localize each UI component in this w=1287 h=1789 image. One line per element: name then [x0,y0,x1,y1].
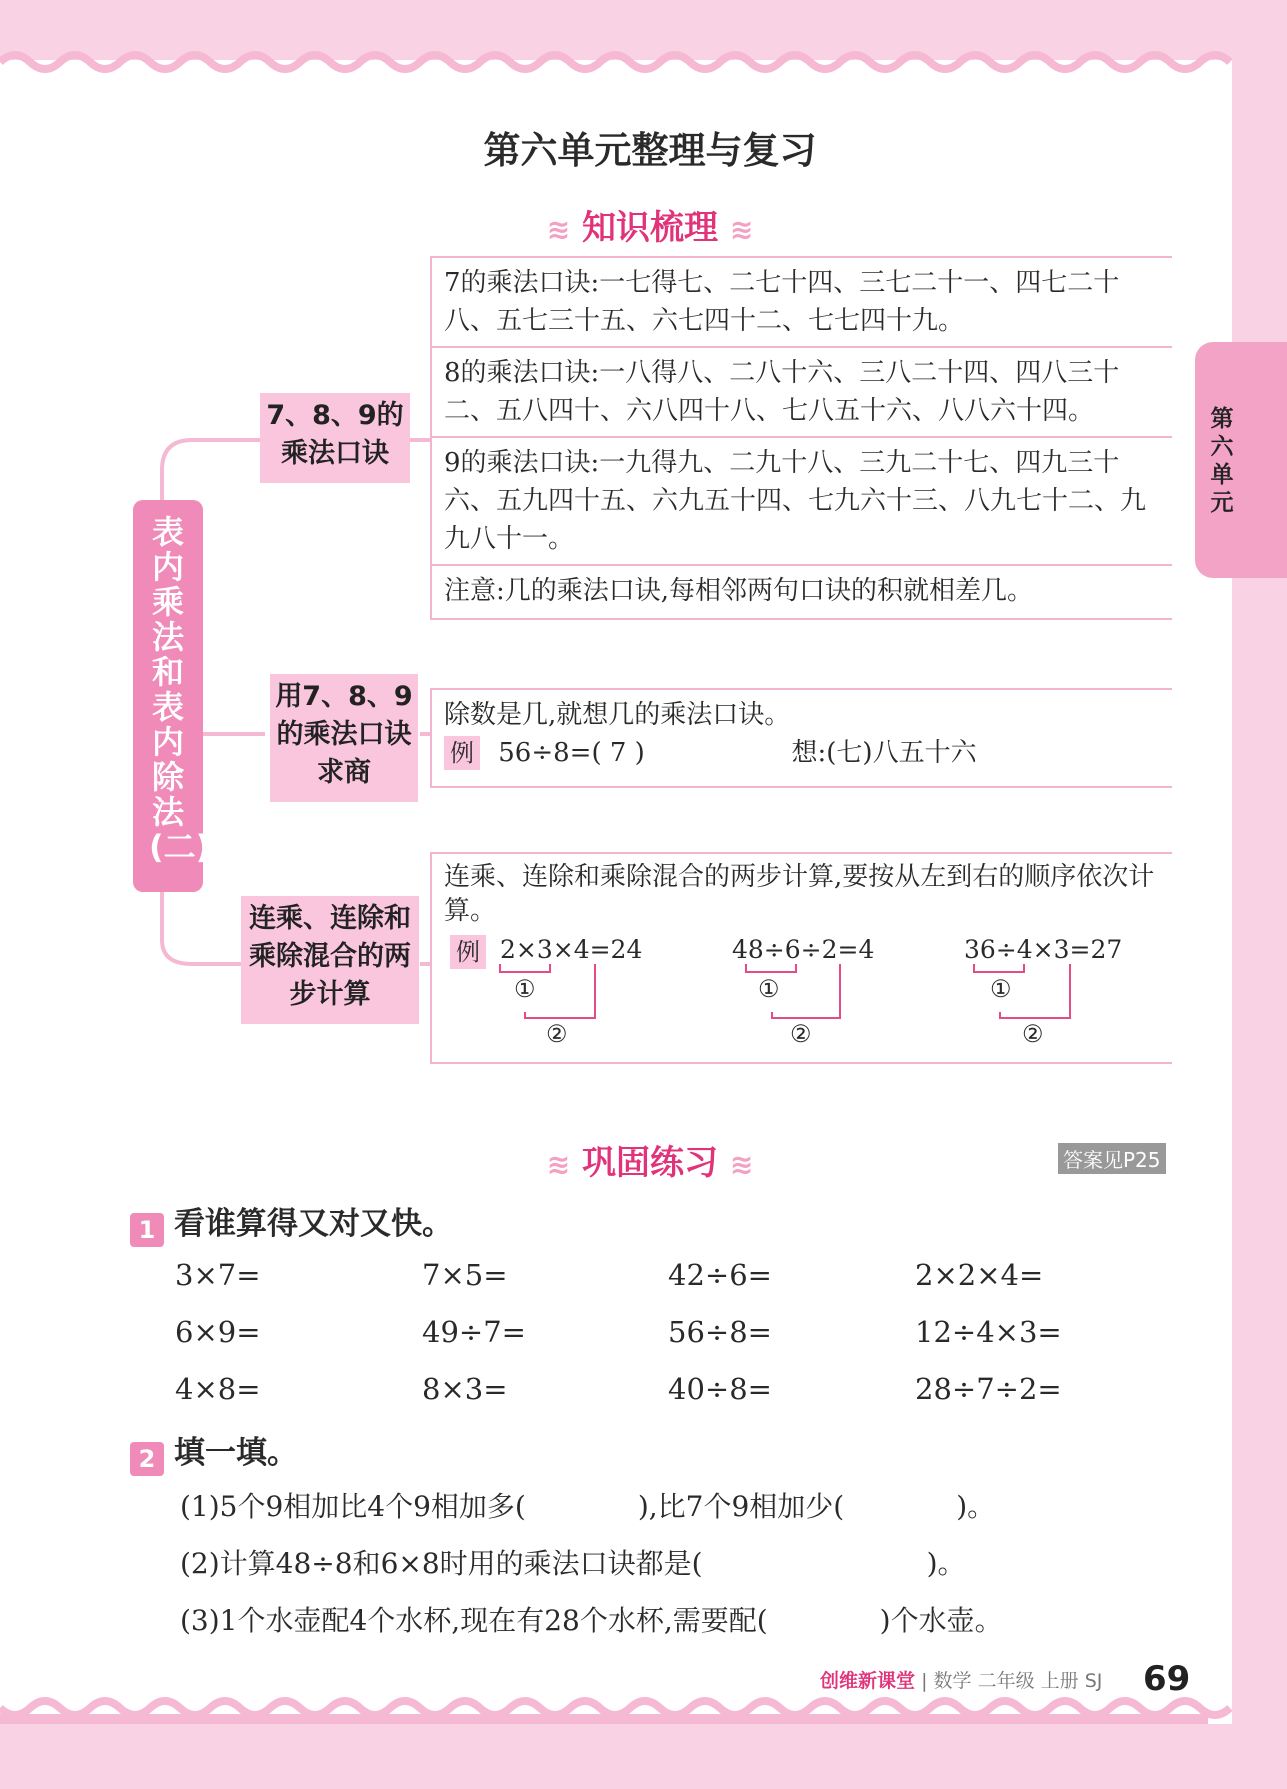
two-step-example-3: 36÷4×3=27 [964,935,1123,964]
division-think: 想:(七)八五十六 [791,738,977,768]
calc-cell: 12÷4×3= [915,1315,1062,1349]
root-topic-label: 表内乘法和表内除法(二) [149,513,211,866]
rule-9-table: 9的乘法口诀:一九得九、二九十八、三九二十七、四九三十六、五九四十五、六九五十四、七九六十三、八九七十二、九九八十一。 [432,436,1172,564]
wave-decoration-icon: ≋ [546,213,571,246]
branch-two-step-calc: 连乘、连除和乘除混合的两步计算 [241,896,419,1024]
fill-item-1: (1)5个9相加比4个9相加多( ),比7个9相加少( )。 [180,1490,996,1523]
calc-cell: 42÷6= [668,1258,772,1292]
section-practice-header [500,1135,800,1184]
step-2-marker: ② [546,1020,568,1048]
wave-decoration-icon: ≋ [729,1148,754,1181]
footer-subject: 数学 [933,1670,972,1692]
question-2-title: 填一填。 [174,1435,298,1471]
page-footer [820,1666,1102,1693]
step-1-marker: ① [514,975,536,1003]
section-knowledge-title: 知识梳理 [582,208,718,248]
footer-divider: | [921,1670,928,1692]
footer-brand: 创维新课堂 [820,1670,916,1692]
section-knowledge-header [500,200,800,249]
step-1-marker: ① [990,975,1012,1003]
calc-cell: 56÷8= [668,1315,772,1349]
footer-volume: 上册 [1040,1670,1079,1692]
rule-note: 注意:几的乘法口诀,每相邻两句口诀的积就相差几。 [432,564,1172,616]
two-step-rule: 连乘、连除和乘除混合的两步计算,要按从左到右的顺序依次计算。 [444,862,1155,926]
two-step-example-1: 2×3×4=24 [500,935,643,964]
step-1-marker: ① [758,975,780,1003]
calc-cell: 28÷7÷2= [915,1372,1062,1406]
division-rule: 除数是几,就想几的乘法口诀。 [444,700,791,730]
calc-cell: 3×7= [175,1258,261,1292]
section-practice-title: 巩固练习 [582,1143,718,1183]
top-wavy-border [0,44,1240,74]
rule-7-table: 7的乘法口诀:一七得七、二七十四、三七二十一、四七二十八、五七三十五、六七四十二、七七四十九。 [444,268,1120,336]
branch-division-quotient: 用7、8、9的乘法口诀求商 [270,674,418,802]
question-number-badge: 1 [130,1213,164,1247]
branch-2-content-box [430,688,1172,788]
footer-edition: SJ [1084,1670,1103,1692]
unit-side-tab-label: 第六单元 [1210,406,1234,516]
calc-cell: 4×8= [175,1372,261,1406]
footer-grade: 二年级 [977,1670,1035,1692]
division-example: 56÷8=( 7 ) [498,738,645,768]
branch-1-content-box [430,256,1172,620]
step-2-marker: ② [1022,1020,1044,1048]
example-tag: 例 [450,935,486,969]
calc-cell: 7×5= [422,1258,508,1292]
calc-cell: 8×3= [422,1372,508,1406]
calc-cell: 40÷8= [668,1372,772,1406]
two-step-example-2: 48÷6÷2=4 [732,935,875,964]
branch-multiplication-tables: 7、8、9的乘法口诀 [260,393,410,483]
page-number: 69 [1143,1659,1191,1699]
page-title: 第六单元整理与复习 [483,129,817,172]
wave-decoration-icon: ≋ [729,213,754,246]
page-sheet-edge [1208,60,1232,1724]
calc-cell: 6×9= [175,1315,261,1349]
root-topic-node [133,500,211,892]
question-1-title: 看谁算得又对又快。 [174,1206,453,1242]
answer-reference-badge: 答案见P25 [1058,1143,1166,1174]
fill-item-2: (2)计算48÷8和6×8时用的乘法口诀都是( )。 [180,1547,966,1580]
question-number-badge: 2 [130,1442,164,1476]
calc-cell: 49÷7= [422,1315,526,1349]
fill-item-3: (3)1个水壶配4个水杯,现在有28个水杯,需要配( )个水壶。 [180,1604,1003,1637]
bottom-wavy-border [0,1696,1240,1726]
question-1-header [130,1198,453,1247]
step-order-brackets [490,960,1170,1050]
wave-decoration-icon: ≋ [546,1148,571,1181]
question-2-header [130,1427,298,1476]
rule-8-table: 8的乘法口诀:一八得八、二八十六、三八二十四、四八三十二、五八四十、六八四十八、七八五十六、八八六十四。 [432,346,1172,436]
step-2-marker: ② [790,1020,812,1048]
calc-cell: 2×2×4= [915,1258,1044,1292]
example-tag: 例 [444,736,480,770]
